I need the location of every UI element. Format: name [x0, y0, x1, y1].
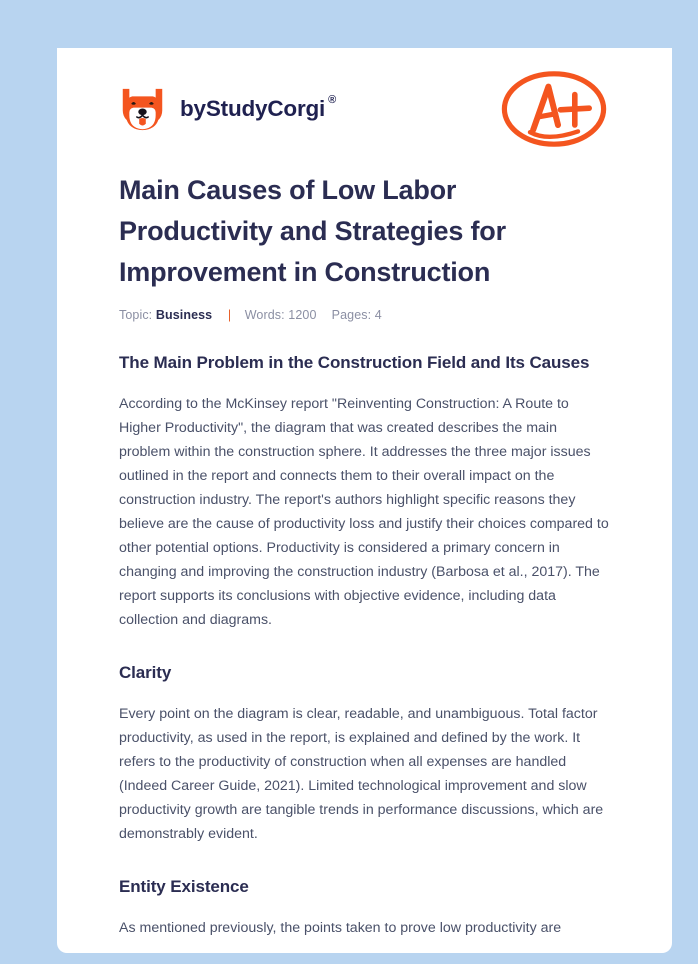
meta-separator: | [227, 308, 232, 322]
section-paragraph: Every point on the diagram is clear, readable, and unambiguous. Total factor productivity, as used in the report, is explained and defined by the work. It refers to the productivity of construction when all expenses are handled (Indeed Career Guide, 2021). Limited technological improvement and slow productivity growth are tangible trends in performance discussions, which are demonstrably evident. [119, 706, 604, 842]
meta-words-label: Words: [244, 308, 285, 322]
section-heading: Entity Existence [119, 877, 249, 896]
section-heading: The Main Problem in the Construction Field and Its Causes [119, 353, 590, 372]
document-header [119, 48, 610, 152]
registered-mark: ® [328, 94, 337, 106]
brand-wordmark [180, 96, 336, 122]
corgi-face-icon [119, 86, 166, 133]
section-heading: Clarity [119, 663, 172, 682]
meta-topic-label: Topic: [119, 308, 153, 322]
document-meta [119, 308, 610, 322]
document-content [57, 48, 672, 940]
meta-pages-label: Pages: [331, 308, 372, 322]
meta-topic-value[interactable]: Business [155, 308, 213, 322]
meta-words-value: 1200 [288, 308, 317, 322]
section-paragraph: As mentioned previously, the points taken to prove low productivity are [119, 920, 562, 936]
brand-name: StudyCorgi [205, 96, 326, 121]
meta-pages-value: 4 [374, 308, 382, 322]
document-page-sheet [57, 48, 672, 953]
brand-prefix: by [180, 96, 206, 121]
a-plus-grade-icon [498, 67, 610, 151]
page-title: Main Causes of Low Labor Productivity and Strategies for Improvement in Construction [119, 175, 506, 287]
section-paragraph: According to the McKinsey report "Reinventing Construction: A Route to Higher Productivity", the diagram that was created describes the main problem within the construction sphere. It addresses the three major issues outlined in the report and connects them to their overall impact on the construction industry. The report's authors highlight specific reasons they believe are the cause of productivity loss and justify their choices compared to other potential options. Productivity is considered a primary concern in changing and improving the construction industry (Barbosa et al., 2017). The report supports its conclusions with objective evidence, including data collection and diagrams. [119, 396, 609, 628]
brand-lockup[interactable] [119, 86, 336, 133]
